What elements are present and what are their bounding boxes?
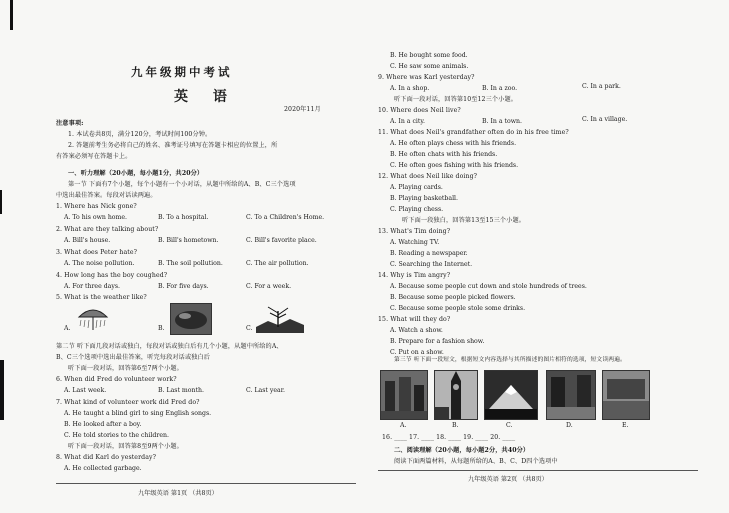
option-a: A. In a shop. [390,85,430,92]
question: 13. What's Tim doing? [378,228,451,235]
footer-rule [378,470,698,471]
question: 4. How long has the boy coughed? [56,272,168,279]
option-c: C. [246,325,253,332]
option-c: C. In a village. [582,116,628,123]
windy-tree-picture [256,303,304,333]
instruction: 第二节 听下面几段对话或独白，每段对话或独白后有几个小题，从题中所给的A、 [56,343,283,350]
option-b: B. Playing basketball. [390,195,458,202]
question: 10. Where does Neil live? [378,107,461,114]
option-c: C. The air pollution. [246,260,309,267]
option-c: C. For a week. [246,283,292,290]
canal-picture [546,370,596,420]
option-b: B. Bill's hometown. [158,237,219,244]
instruction: B、C三个选项中选出最佳答案，听完每段对话或独白后 [56,354,211,361]
page-footer: 九年级英语 第2页 （共8页） [468,476,548,483]
notes-heading: 注意事项: [56,120,84,127]
option-b: B. Reading a newspaper. [390,250,468,257]
option-b: B. He looked after a boy. [64,421,142,428]
question: 3. What does Peter hate? [56,249,138,256]
scan-mark [10,0,13,30]
option-a: A. [64,325,71,332]
option-a: A. Playing cards. [390,184,443,191]
question: 2. What are they talking about? [56,226,159,233]
option-b: B. He bought some food. [390,52,468,59]
question: 7. What kind of volunteer work did Fred do? [56,399,200,406]
option-a: A. He taught a blind girl to sing English songs. [64,410,212,417]
option-b: B. To a hospital. [158,214,209,221]
option-b: B. In a town. [482,118,522,125]
option-c: C. He often goes fishing with his friends. [390,162,519,169]
city-street-picture [380,370,428,420]
option-c: C. Searching the Internet. [390,261,473,268]
left-column [46,0,366,513]
picture-label-e: E. [622,422,629,429]
exam-title: 九年级期中考试 [131,65,233,79]
option-a: A. Watch a show. [390,327,443,334]
option-b: B. For five days. [158,283,209,290]
option-b: B. The soil pollution. [158,260,223,267]
option-c: C. Bill's favorite place. [246,237,317,244]
option-b: B. In a zoo. [482,85,518,92]
section-heading: 一、听力理解（20小题，每小题1分，共20分） [68,170,204,177]
question: 1. Where has Nick gone? [56,203,137,210]
instruction: 听下面一段独白，回答第13至15三个小题。 [402,217,526,224]
exam-date: 2020年11月 [284,106,321,113]
option-a: A. The noise pollution. [64,260,135,267]
instruction: 第一节 下面有7个小题，每个小题有一个小对话，从题中所给的A、B、C三个选项 [68,181,296,188]
option-a: A. To his own home. [64,214,128,221]
option-a: A. He collected garbage. [64,465,142,472]
rain-umbrella-picture [76,303,110,333]
option-a: A. In a city. [390,118,426,125]
instruction: 听下面一段对话，回答第6至7两个小题。 [68,365,183,372]
section-heading: 二、阅读理解（20小题，每小题2分，共40分） [394,447,530,454]
mountain-picture [484,370,538,420]
option-c: C. Put on a show. [390,349,444,356]
question: 9. Where was Karl yesterday? [378,74,475,81]
option-c: C. Because some people stole some drinks. [390,305,526,312]
instruction: 第三节 听下面一段短文，根据短文内容选择与其所描述的图片相符的选项，短文读两遍。 [394,357,626,363]
option-c: C. Last year. [246,387,285,394]
option-a: A. For three days. [64,283,121,290]
instruction: 听下面一段对话，回答第8至9两个小题。 [68,443,183,450]
instruction: 阅读下面两篇材料，从每题所给的A、B、C、D四个选项中 [394,458,558,465]
question: 8. What did Karl do yesterday? [56,454,156,461]
option-a: A. Bill's house. [64,237,111,244]
note-line: 2. 答题前考生务必将自己的姓名、准考证号填写在答题卡相应的位置上，所 [68,142,278,149]
exam-subject: 英 语 [174,89,237,105]
option-c: C. He told stories to the children. [64,432,169,439]
question: 5. What is the weather like? [56,294,147,301]
note-line: 1. 本试卷共8页，满分120分，考试时间100分钟。 [68,131,212,138]
picture-label-c: C. [506,422,513,429]
option-b: B. Prepare for a fashion show. [390,338,485,345]
instruction: 听下面一段对话，回答第10至12三个小题。 [394,96,518,103]
question: 12. What does Neil like doing? [378,173,478,180]
instruction: 中选出最佳答案。每段对话读两遍。 [56,192,157,199]
option-a: A. Last week. [64,387,107,394]
note-line: 有答案必须写在答题卡上。 [56,153,132,160]
page-footer: 九年级英语 第1页 （共8页） [138,490,218,497]
option-a: A. He often plays chess with his friends. [390,140,517,147]
option-c: C. He saw some animals. [390,63,469,70]
option-b: B. He often chats with his friends. [390,151,498,158]
option-a: A. Watching TV. [390,239,440,246]
picture-label-d: D. [566,422,573,429]
scan-mark [0,190,2,214]
picture-label-b: B. [452,422,459,429]
answer-blanks: 16. ____ 17. ____ 18. ____ 19. ____ 20. ____ [382,434,516,441]
landscape-picture [602,370,650,420]
right-column [372,0,702,513]
option-a: A. Because some people cut down and stole hundreds of trees. [390,283,587,290]
picture-label-a: A. [400,422,407,429]
question: 11. What does Neil's grandfather often do in his free time? [378,129,569,136]
option-b: B. Because some people picked flowers. [390,294,516,301]
option-c: C. In a park. [582,83,621,90]
question: 14. Why is Tim angry? [378,272,451,279]
clock-tower-picture [434,370,478,420]
scan-mark [0,360,4,420]
option-b: B. [158,325,165,332]
sunny-field-picture [170,303,212,335]
question: 6. When did Fred do volunteer work? [56,376,177,383]
question: 15. What will they do? [378,316,451,323]
option-b: B. Last month. [158,387,204,394]
option-c: C. Playing chess. [390,206,444,213]
footer-rule [56,483,356,484]
option-c: C. To a Children's Home. [246,214,325,221]
